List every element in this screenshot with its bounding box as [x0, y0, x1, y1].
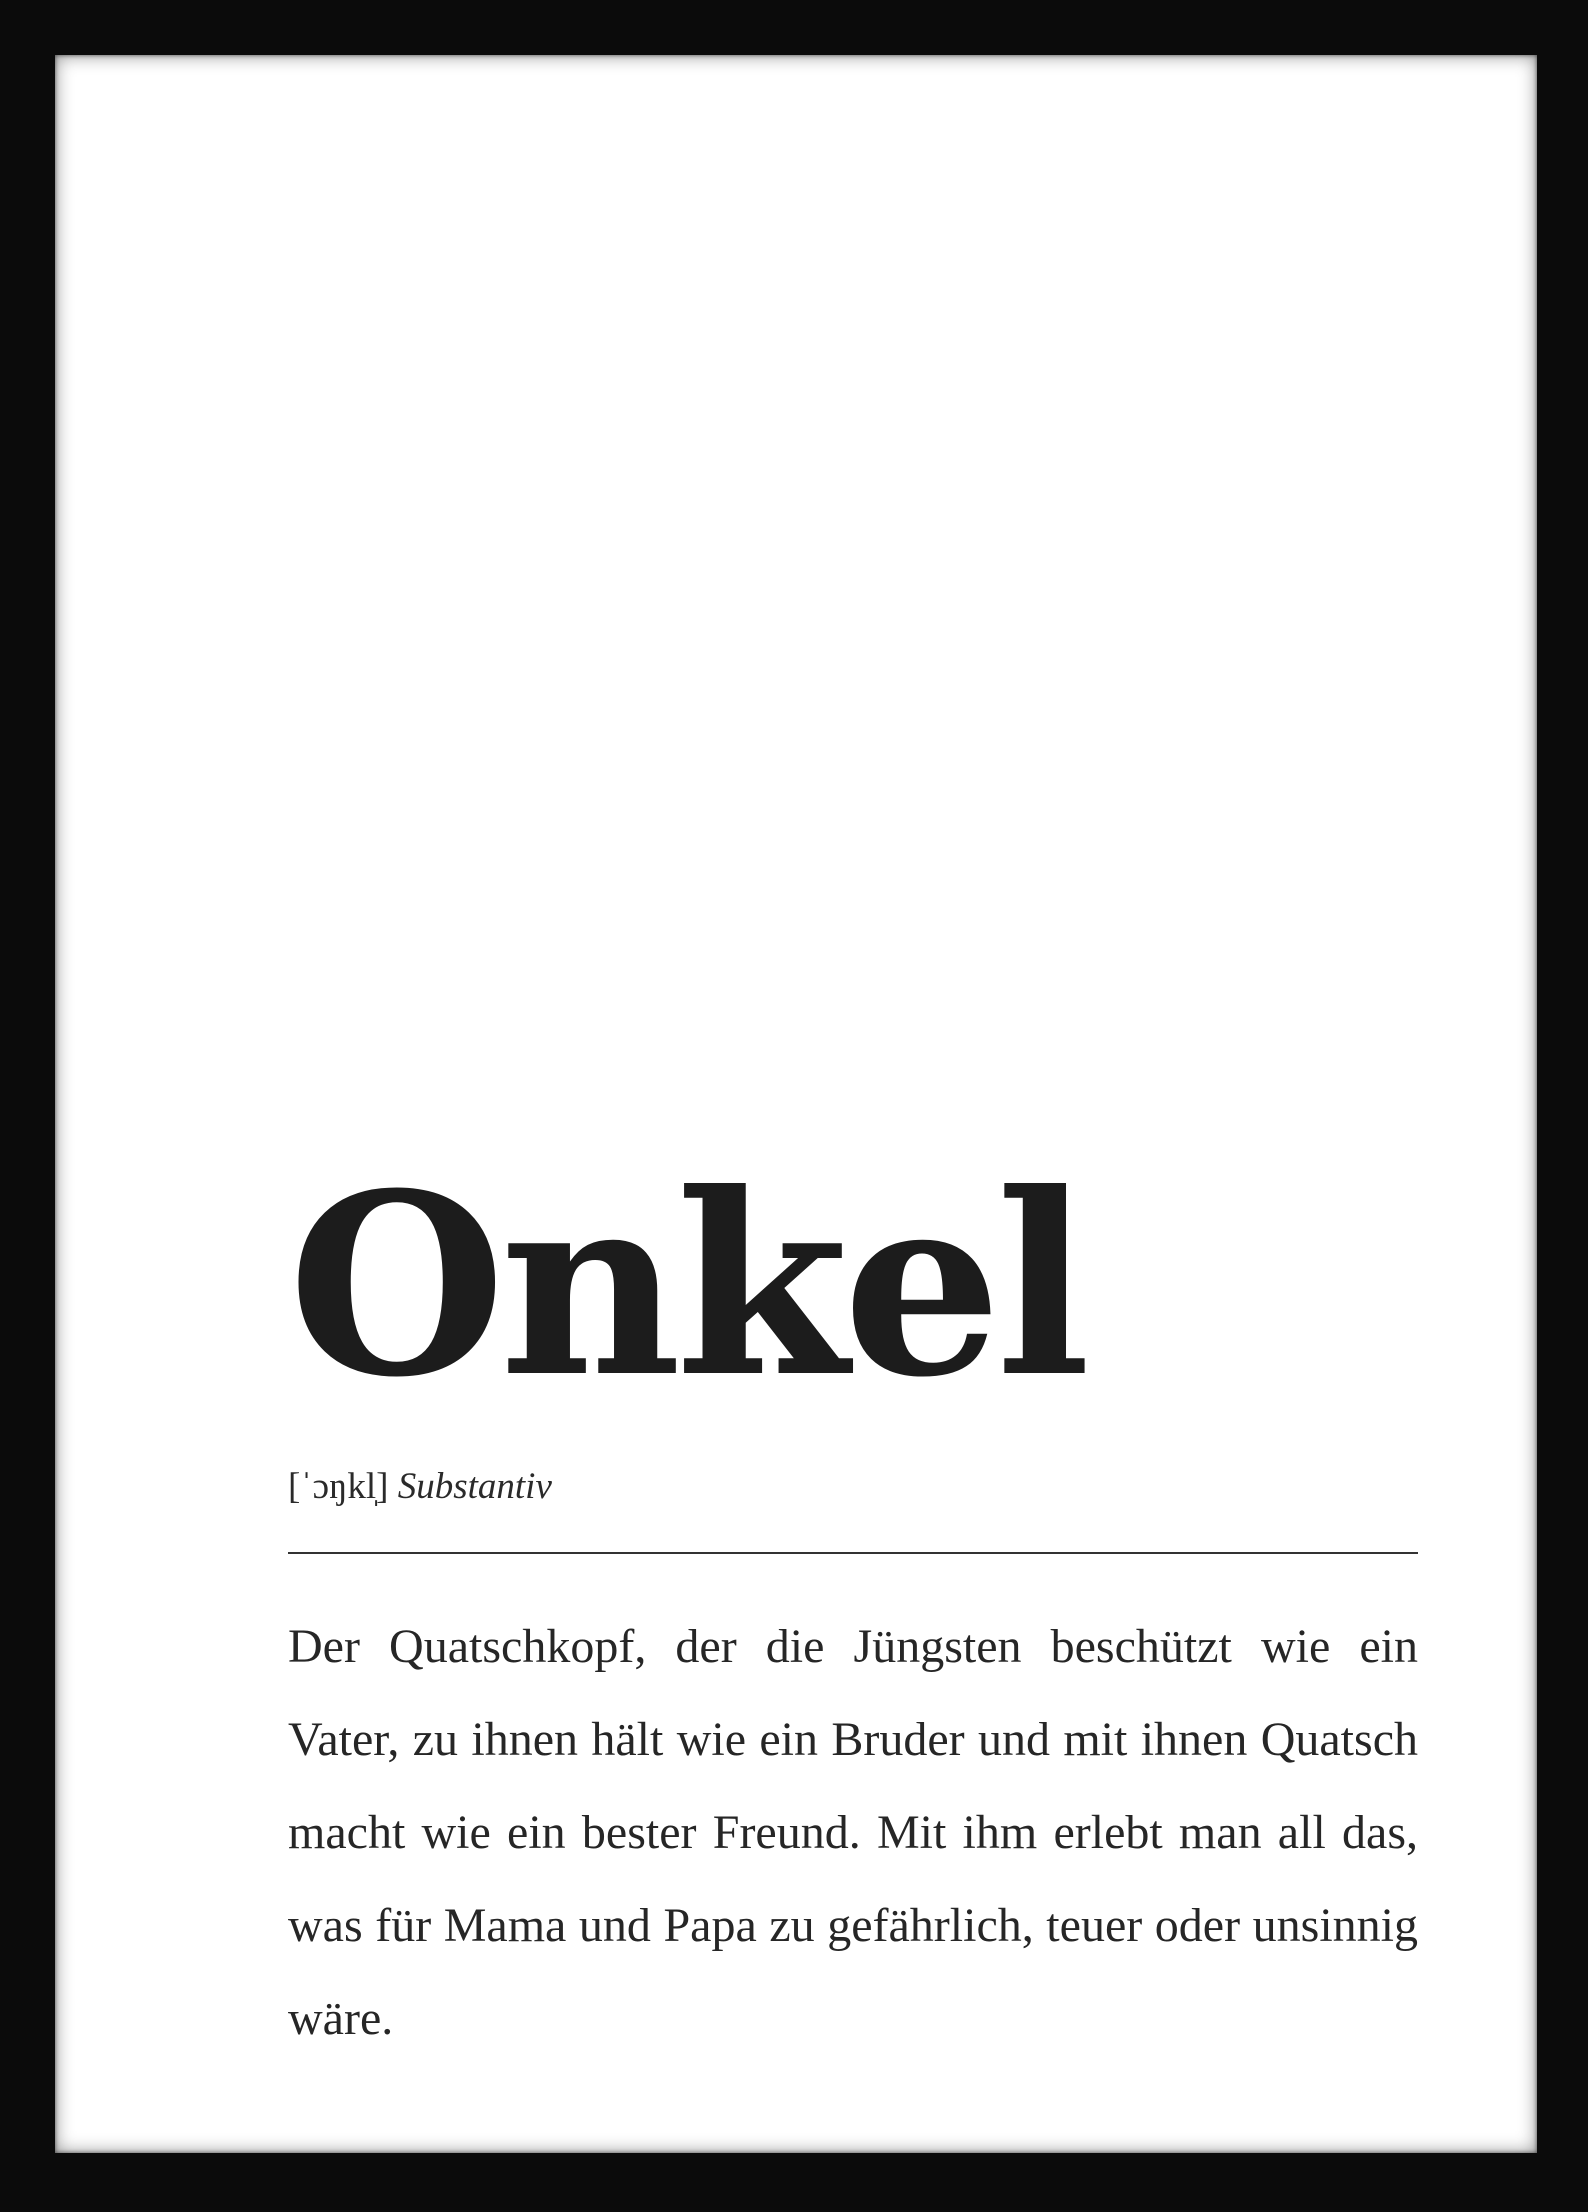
headword: Onkel	[288, 1138, 1085, 1432]
pronunciation-line	[288, 1468, 1418, 1505]
pronunciation: [ˈɔŋkl̩]	[288, 1466, 389, 1507]
definition-block	[288, 1138, 1418, 2113]
divider	[288, 1552, 1418, 1554]
part-of-speech: Substantiv	[397, 1466, 552, 1507]
definition-text: Der Quatschkopf, der die Jüngsten beschützt wie ein Vater, zu ihnen hält wie ein Bruder und mit ihnen Quatsch macht wie ein bester Freund. Mit ihm erlebt man all das, was für Mama und Papa zu gefährlich, teuer oder unsinnig wäre.	[288, 1620, 1418, 2045]
poster-paper	[55, 55, 1537, 2153]
